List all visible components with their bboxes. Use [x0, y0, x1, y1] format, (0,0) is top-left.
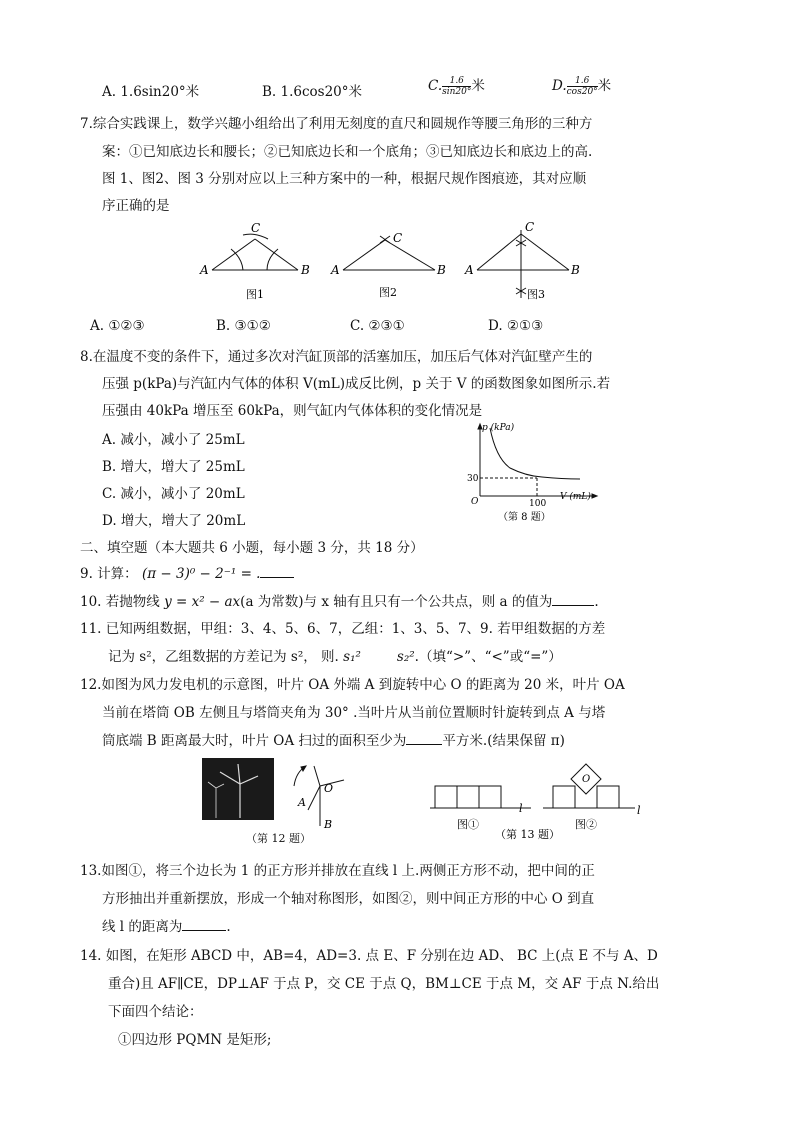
q9-answer-blank[interactable] — [260, 577, 294, 578]
q12-blade-oa — [308, 786, 320, 810]
q12-caption: （第 12 题） — [246, 832, 311, 845]
q13-fig1-l-label: l — [519, 802, 523, 815]
q8-line2: 压强 p(kPa)与汽缸内气体的体积 V(mL)成反比例，p 关于 V 的函数图象如图所示.若 — [102, 376, 611, 392]
q9-prefix: 9. 计算： — [80, 566, 138, 582]
q11-line1: 11. 已知两组数据，甲组：3、4、5、6、7，乙组：1、3、5、7、9. 若甲组数据的方差 — [80, 621, 606, 637]
q7-option-c: C. ②③① — [350, 318, 405, 334]
q14-line1: 14. 如图，在矩形 ABCD 中，AB=4，AD=3. 点 E、F 分别在边 AD、 BC 上(点 E 不与 A、D — [80, 948, 658, 964]
fig1-point-b: B — [301, 263, 310, 277]
q10-prefix: 10. 若抛物线 — [80, 594, 165, 610]
q7-line2: 案：①已知底边长和腰长；②已知底边长和一个底角；③已知底边长和底边上的高. — [102, 144, 593, 160]
q6-option-d — [552, 74, 611, 97]
q9-expression: (π − 3)⁰ − 2⁻¹ = . — [141, 566, 261, 582]
q8-y-label: p (kPa) — [482, 423, 515, 433]
q11-line2 — [108, 645, 562, 665]
q6-c-fraction — [442, 76, 471, 97]
q13-line1: 13.如图①，将三个边长为 1 的正方形并排放在直线 l 上.两侧正方形不动，把中间的正 — [80, 863, 595, 879]
q13-fig1-square-3 — [479, 786, 501, 808]
q8-option-a: A. 减小，减小了 25mL — [102, 432, 245, 448]
q6-d-label: D. — [552, 78, 567, 94]
q6-d-numerator: 1.6 — [567, 76, 598, 87]
fig3-point-a: A — [465, 263, 474, 277]
q9 — [80, 562, 294, 582]
q10-end: . — [594, 594, 599, 610]
q8-x-label: V (mL) — [560, 492, 591, 502]
q12-wind-turbine-photo — [202, 758, 274, 820]
q8-option-c: C. 减小，减小了 20mL — [102, 486, 245, 502]
fig2-point-a: A — [331, 263, 340, 277]
q13-point-o: O — [582, 774, 591, 785]
q13-fig2-square-left — [553, 786, 575, 808]
q14-line3: 下面四个结论： — [108, 1004, 203, 1020]
fig2-point-b: B — [437, 263, 446, 277]
q8-caption: （第 8 题） — [498, 512, 551, 523]
q8-x-arrow — [592, 494, 597, 498]
q12-line1: 12.如图为风力发电机的示意图，叶片 OA 外端 A 到旋转中心 O 的距离为 20 米，叶片 OA — [80, 677, 625, 693]
q8-y-tick-30: 30 — [467, 474, 479, 484]
q6-option-b: B. 1.6cos20°米 — [262, 84, 363, 100]
q6-c-denominator: sin20° — [442, 87, 472, 97]
q6-d-fraction — [567, 76, 598, 97]
fig1-point-c: C — [251, 221, 261, 235]
q7-option-d: D. ②①③ — [488, 318, 544, 334]
q12-blade-2 — [314, 766, 320, 786]
q10-answer-blank[interactable] — [552, 605, 594, 606]
q12-answer-blank[interactable] — [406, 744, 442, 745]
q12-diagram — [290, 758, 360, 830]
q13-line3 — [102, 915, 231, 935]
q7-option-a: A. ①②③ — [90, 318, 145, 334]
section-2-title: 二、填空题（本大题共 6 小题，每小题 3 分，共 18 分） — [80, 540, 424, 556]
q8-line1: 8.在温度不变的条件下，通过多次对汽缸顶部的活塞加压，加压后气体对汽缸壁产生的 — [80, 349, 593, 365]
q8-option-d: D. 增大，增大了 20mL — [102, 513, 246, 529]
fig2-point-c: C — [393, 231, 403, 245]
q8-origin: O — [471, 497, 479, 507]
q7-option-b: B. ③①② — [216, 318, 271, 334]
q13-caption: （第 13 题） — [495, 828, 560, 840]
q6-d-denominator: cos20° — [566, 87, 598, 97]
q13-line2: 方形抽出并重新摆放，形成一个轴对称图形，如图②，则中间正方形的中心 O 到直 — [102, 891, 595, 907]
q7-line1: 7.综合实践课上，数学兴趣小组给出了利用无刻度的直尺和圆规作等腰三角形的三种方 — [80, 116, 593, 132]
q7-figure-1 — [212, 234, 298, 270]
q7-figure-3 — [477, 230, 569, 298]
fig2-caption: 图2 — [379, 286, 397, 299]
q6-d-unit: 米 — [597, 78, 612, 94]
q7-figure-2 — [343, 236, 435, 270]
q7-figures — [195, 220, 595, 305]
q12-line3-b: 平方米.(结果保留 π) — [442, 733, 565, 749]
q13-figures — [425, 762, 655, 840]
fig1-point-a: A — [200, 263, 209, 277]
q12-point-b: B — [324, 818, 333, 830]
q8-curve — [490, 428, 580, 479]
turbine-photo-icon — [202, 758, 274, 820]
q10 — [80, 590, 599, 610]
q6-option-c — [428, 74, 485, 97]
q14-conclusion-1: ①四边形 PQMN 是矩形; — [118, 1032, 272, 1048]
q8-option-b: B. 增大，增大了 25mL — [102, 459, 245, 475]
q7-line4: 序正确的是 — [102, 198, 170, 214]
q13-answer-blank[interactable] — [182, 930, 226, 931]
q12-line2: 当前在塔筒 OB 左侧且与塔筒夹角为 30° .当叶片从当前位置顺时针旋转到点 A 与塔 — [102, 705, 606, 721]
q6-c-numerator: 1.6 — [442, 76, 471, 87]
q8-graph — [462, 418, 602, 526]
q13-fig2-l-label: l — [637, 804, 641, 817]
q10-suffix: (a 为常数)与 x 轴有且只有一个公共点，则 a 的值为 — [240, 594, 553, 610]
q13-fig2-caption: 图② — [575, 818, 597, 831]
q12-line3 — [102, 729, 565, 749]
q12-arrow-icon — [301, 766, 306, 771]
q13-line3-b: . — [226, 919, 231, 935]
q6-c-label: C. — [428, 78, 443, 94]
fig3-point-b: B — [571, 263, 580, 277]
q12-point-a: A — [298, 796, 306, 809]
fig1-caption: 图1 — [246, 288, 264, 301]
q11-line2-a: 记为 s²，乙组数据的方差记为 s²， 则. — [108, 649, 344, 665]
fig3-caption: 图3 — [527, 288, 545, 301]
q7-line3: 图 1、图2、图 3 分别对应以上三种方案中的一种，根据尺规作图痕迹，其对应顺 — [102, 171, 587, 187]
q13-fig1-square-2 — [457, 786, 479, 808]
q13-fig2-square-right — [597, 786, 619, 808]
q8-line3: 压强由 40kPa 增压至 60kPa，则气缸内气体体积的变化情况是 — [102, 403, 483, 419]
fig3-point-c: C — [525, 220, 535, 234]
q13-line3-a: 线 l 的距离为 — [102, 919, 183, 935]
q11-s1: s₁² — [343, 649, 361, 665]
q8-x-tick-100: 100 — [529, 499, 547, 509]
q12-line3-a: 筒底端 B 距离最大时，叶片 OA 扫过的面积至少为 — [102, 733, 407, 749]
q13-fig1-caption: 图① — [457, 818, 479, 831]
q13-fig1-square-1 — [435, 786, 457, 808]
q12-point-o: O — [324, 782, 334, 795]
q11-s2: s₂² — [396, 649, 415, 665]
q6-c-unit: 米 — [471, 78, 485, 94]
q14-line2: 重合)且 AF∥CE，DP⊥AF 于点 P，交 CE 于点 Q，BM⊥CE 于点 M，交 AF 于点 N.给出 — [108, 976, 660, 992]
q10-expression: y = x² − ax — [164, 594, 241, 610]
q6-option-a: A. 1.6sin20°米 — [102, 84, 200, 100]
q11-line2-b: .（填“>”、“<”或“=”） — [414, 649, 562, 665]
